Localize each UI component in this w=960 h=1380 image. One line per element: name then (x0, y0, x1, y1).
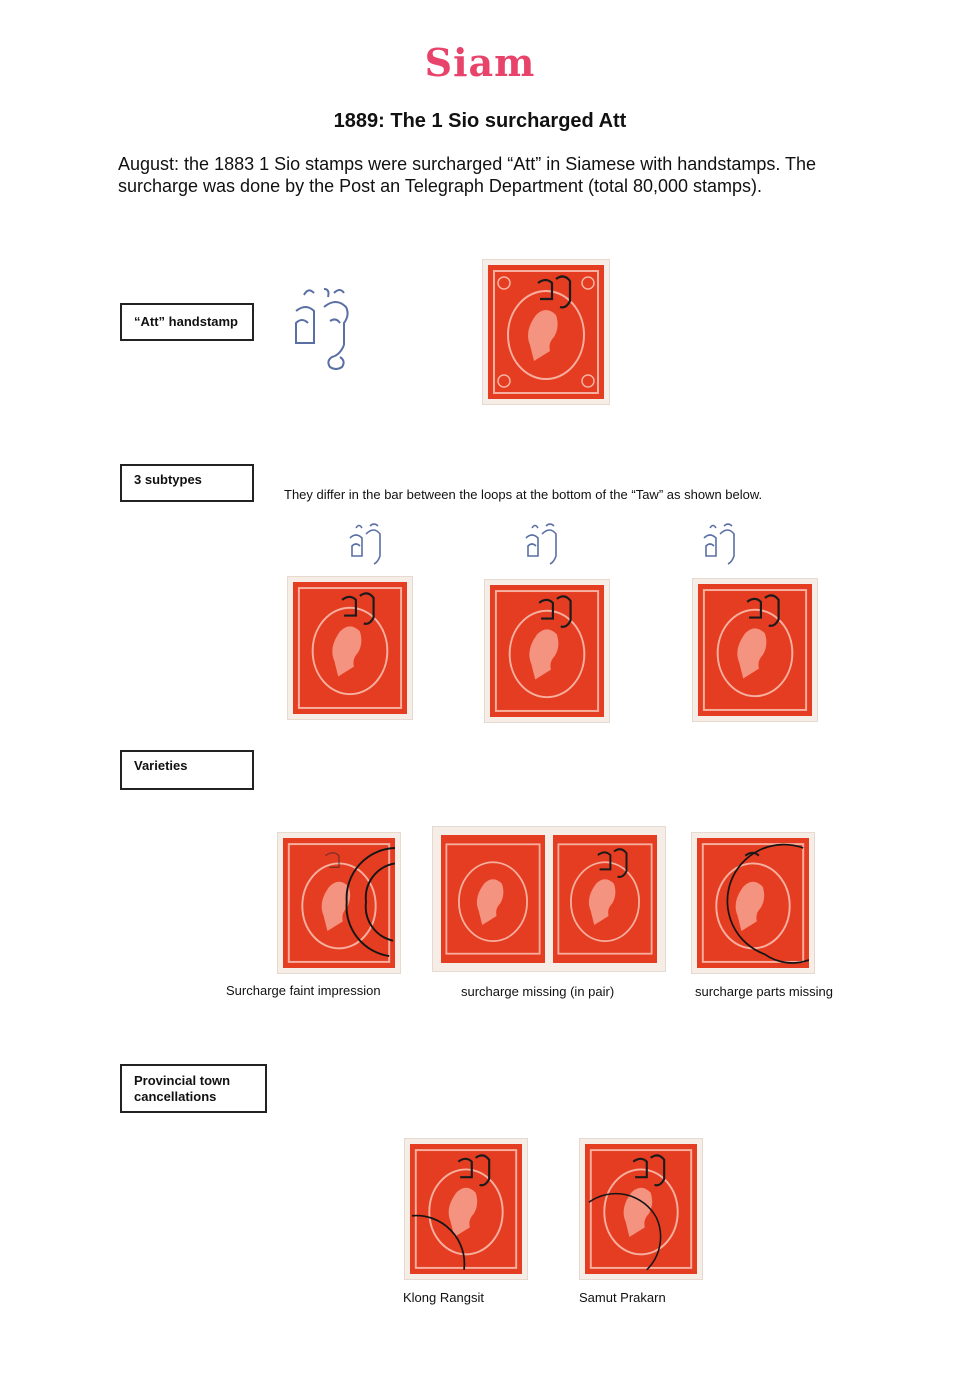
stamp-pair (432, 826, 666, 972)
provincial-label: Provincial town cancellations (134, 1073, 231, 1104)
page-heading: 1889: The 1 Sio surcharged Att (333, 110, 627, 132)
subtypes-label: 3 subtypes (134, 472, 202, 487)
stamp-king-portrait-icon (410, 1144, 522, 1274)
subtype-2-glyph-icon (522, 522, 562, 568)
thai-att-handstamp-icon (290, 285, 362, 371)
caption-parts-missing: surcharge parts missing (695, 984, 833, 999)
circular-postmark-icon (347, 848, 395, 956)
varieties-label: Varieties (134, 758, 188, 773)
subtypes-label-box (120, 464, 254, 502)
stamp-king-portrait-icon (441, 835, 545, 963)
stamp-king-portrait-icon (283, 838, 395, 968)
stamp-pair-left (441, 835, 545, 963)
stamp-king-portrait-icon (490, 585, 604, 717)
caption-faint: Surcharge faint impression (226, 983, 381, 998)
provincial-label-box (120, 1064, 267, 1113)
stamp-att-surcharge (488, 265, 604, 399)
handstamp-label-box (120, 303, 254, 341)
stamp-subtype-1 (293, 582, 407, 714)
stamp-samut-prakarn (585, 1144, 697, 1274)
intro-paragraph: August: the 1883 1 Sio stamps were surcharged “Att” in Siamese with handstamps. The surcharge was done by the Post an Telegraph Department (total 80,000 stamps). (118, 154, 817, 196)
subtype-3-glyph-icon (700, 522, 740, 568)
caption-klong: Klong Rangsit (403, 1290, 484, 1305)
caption-samut: Samut Prakarn (579, 1290, 666, 1305)
stamp-klong-rangsit (410, 1144, 522, 1274)
stamp-pair-right (553, 835, 657, 963)
stamp-king-portrait-icon (553, 835, 657, 963)
stamp-king-portrait-icon (697, 838, 809, 968)
stamp-king-portrait-icon (585, 1144, 697, 1274)
stamp-subtype-2 (490, 585, 604, 717)
stamp-king-portrait-icon (698, 584, 812, 716)
caption-missing-pair: surcharge missing (in pair) (461, 984, 615, 999)
subtypes-note: They differ in the bar between the loops at the bottom of the “Taw” as shown below. (284, 487, 763, 502)
stamp-king-portrait-icon (488, 265, 604, 399)
stamp-parts-missing (697, 838, 809, 968)
stamp-king-portrait-icon (293, 582, 407, 714)
subtype-1-glyph-icon (346, 522, 386, 568)
page-title: Siam (424, 40, 536, 85)
stamp-faint-impression (283, 838, 395, 968)
handstamp-label: “Att” handstamp (134, 314, 238, 329)
varieties-label-box (120, 750, 254, 790)
stamp-subtype-3 (698, 584, 812, 716)
